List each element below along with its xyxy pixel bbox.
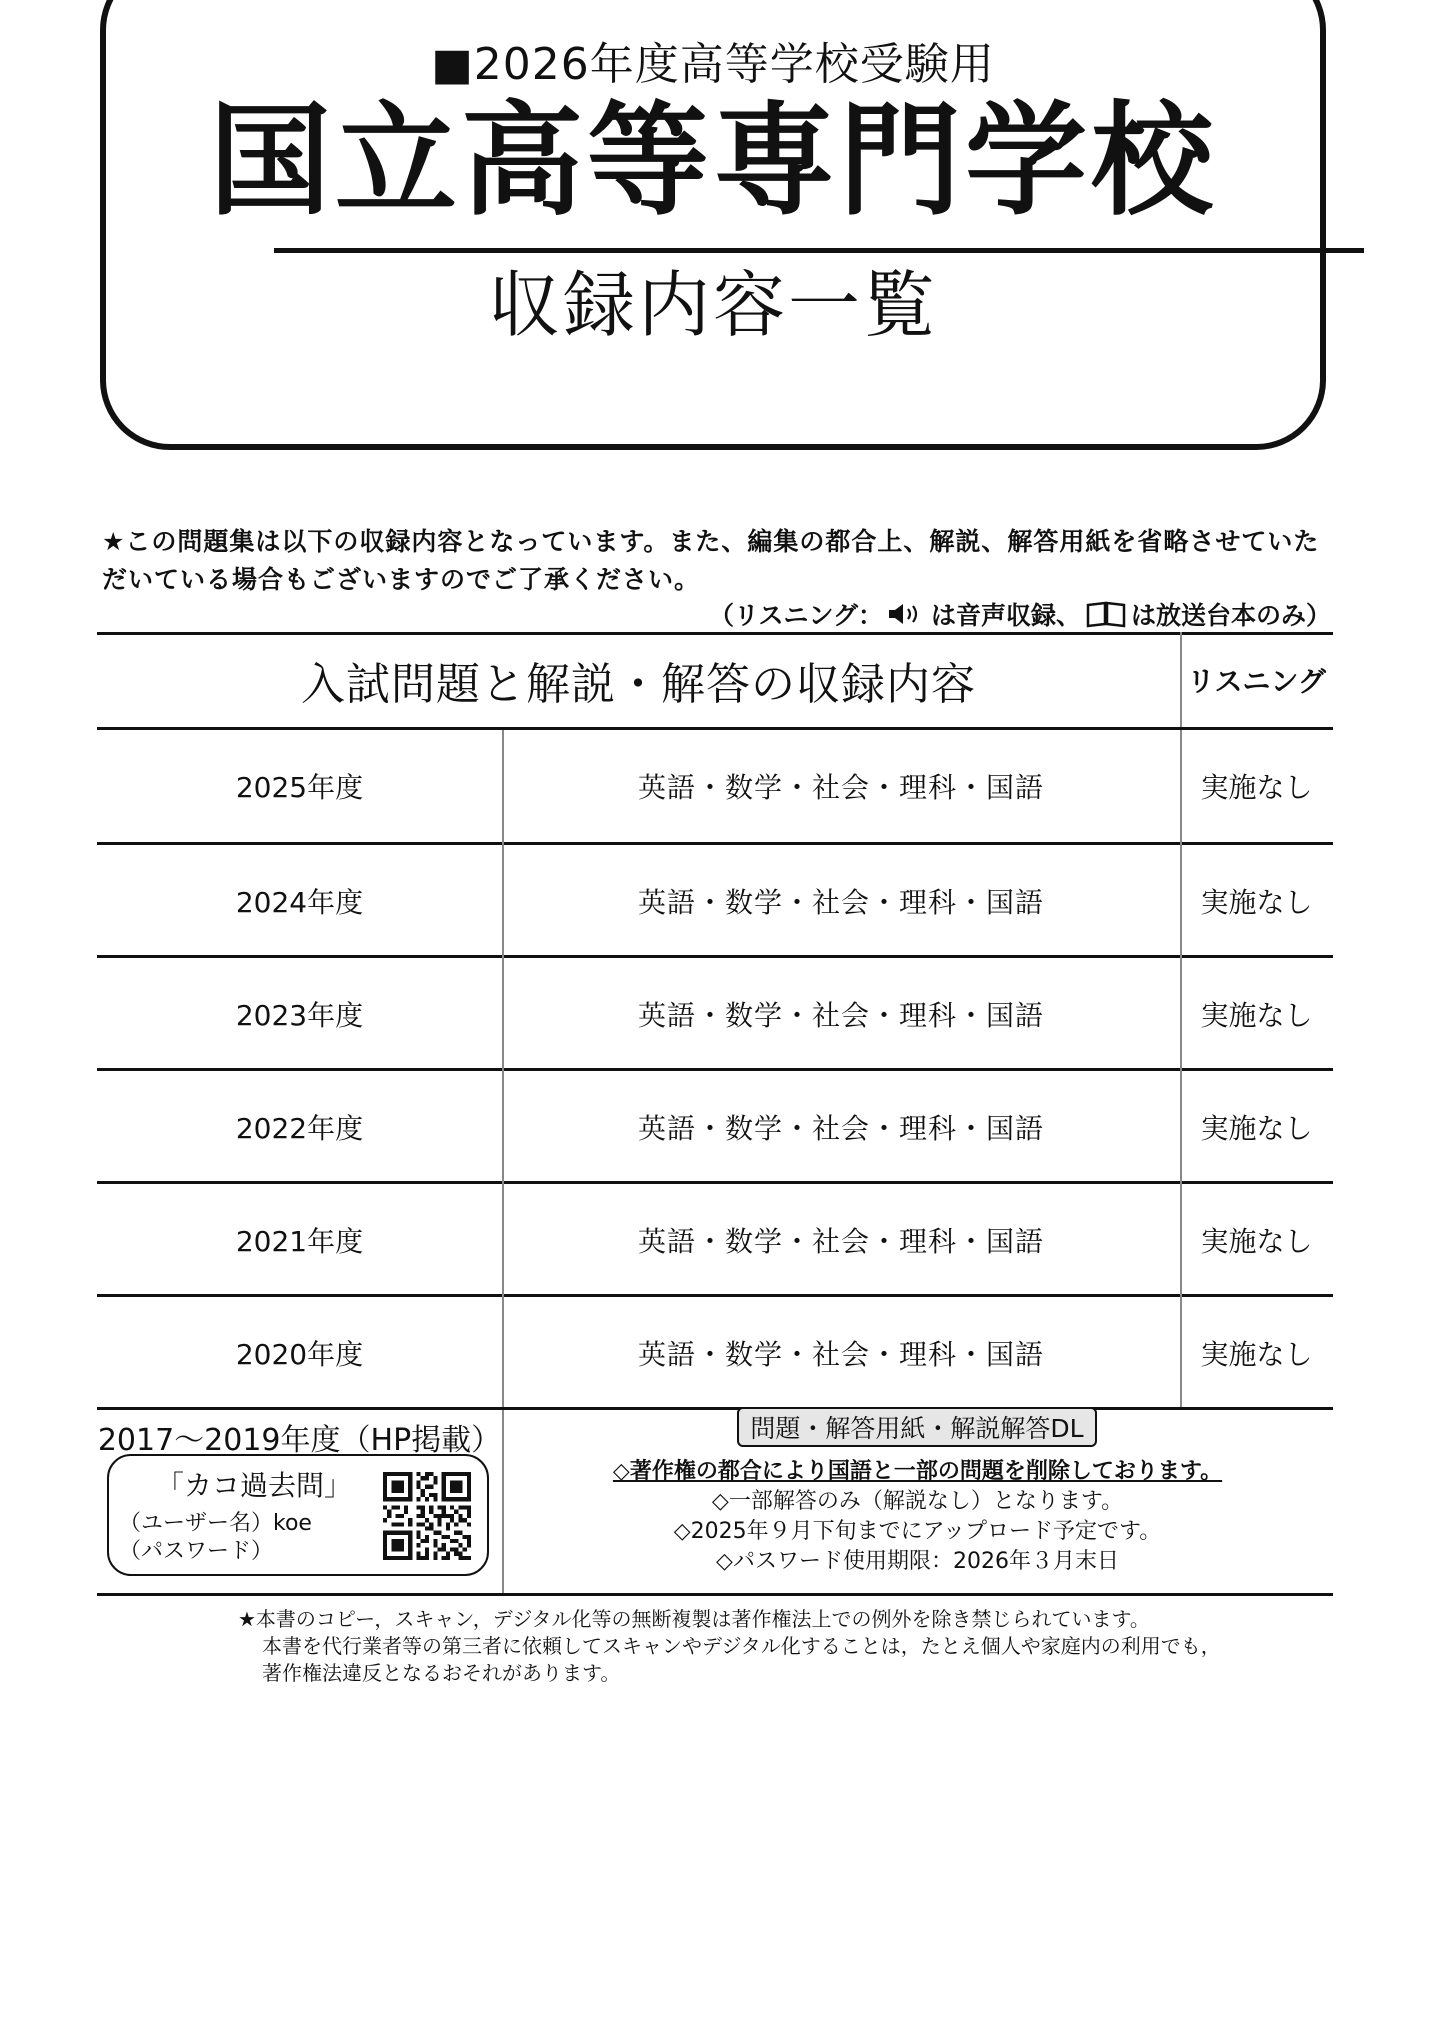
footer-line: ★本書のコピー，スキャン，デジタル化等の無断複製は著作権法上での例外を除き禁じられています。 [238,1607,1150,1631]
row-subjects: 英語・数学・社会・理科・国語 [637,886,1044,919]
row-year: 2023年度 [235,999,364,1032]
row-subjects: 英語・数学・社会・理科・国語 [637,1112,1044,1145]
hp-years-label: 2017～2019年度（HP掲載） [97,1423,502,1458]
listening-legend [709,596,1331,632]
speaker-icon [887,601,927,627]
kako-title: 「カコ過去問」 [155,1469,352,1502]
table-row [97,730,1333,842]
title-underline [274,248,1364,253]
table-header-listening: リスニング [1187,664,1326,698]
row-listening: 実施なし [1200,1112,1313,1145]
kako-kakomon-box [107,1454,489,1576]
edition-label: ■2026年度高等学校受験用 [431,39,995,90]
table-row [97,1184,1333,1296]
table-row [97,1071,1333,1183]
title-box [100,0,1326,450]
note-partial-answers: ◇一部解答のみ（解説なし）となります。 [711,1489,1124,1514]
kako-password: （パスワード） [119,1539,274,1564]
listening-column-divider [1180,730,1182,1407]
row-year: 2021年度 [235,1225,364,1258]
school-name: 国立高等専門学校 [209,90,1217,232]
note-copyright: ◇著作権の都合により国語と一部の問題を削除しております。 [612,1459,1223,1484]
row-subjects: 英語・数学・社会・理科・国語 [637,771,1044,804]
download-button[interactable]: 問題・解答用紙・解説解答DL [737,1407,1097,1447]
contents-title: 収録内容一覧 [487,263,938,347]
note-upload-schedule: ◇2025年９月下旬までにアップロード予定です。 [673,1519,1162,1544]
row-year: 2024年度 [235,886,364,919]
row-listening: 実施なし [1200,771,1313,804]
row-year: 2025年度 [235,771,364,804]
row-listening: 実施なし [1200,999,1313,1032]
legend-book: は放送台本のみ） [1130,601,1331,630]
row-listening: 実施なし [1200,1338,1313,1371]
row-listening: 実施なし [1200,886,1313,919]
row-subjects: 英語・数学・社会・理科・国語 [637,1338,1044,1371]
year-column-divider [502,730,504,1407]
table-bottom-border [97,1593,1333,1596]
notice-text: ★この問題集は以下の収録内容となっています。また、編集の都合上、解説、解答用紙を省略させていただいている場合もございますのでご了承ください。 [102,527,1320,594]
row-year: 2020年度 [235,1338,364,1371]
legend-audio: は音声収録、 [930,601,1081,630]
table-row [97,845,1333,957]
row-subjects: 英語・数学・社会・理科・国語 [637,1225,1044,1258]
kako-username: （ユーザー名）koe [119,1511,312,1536]
header-divider [1180,632,1182,727]
row-subjects: 英語・数学・社会・理科・国語 [637,999,1044,1032]
qr-code-icon[interactable] [383,1472,471,1560]
copyright-footer [238,1606,1221,1687]
row-year: 2022年度 [235,1112,364,1145]
table-row [97,958,1333,1070]
row-listening: 実施なし [1200,1225,1313,1258]
row-divider [97,1407,1333,1410]
legend-prefix: （リスニング： [708,601,883,630]
footer-line: 本書を代行業者等の第三者に依頼してスキャンやデジタル化することは，たとえ個人や家庭内の利用でも， [262,1634,1221,1658]
footer-line: 著作権法違反となるおそれがあります。 [262,1661,621,1685]
book-icon [1085,600,1127,628]
hp-notes [502,1457,1333,1577]
note-password-expiry: ◇パスワード使用期限：2026年３月末日 [716,1549,1119,1574]
table-row [97,1297,1333,1409]
table-header-contents: 入試問題と解説・解答の収録内容 [301,658,976,710]
